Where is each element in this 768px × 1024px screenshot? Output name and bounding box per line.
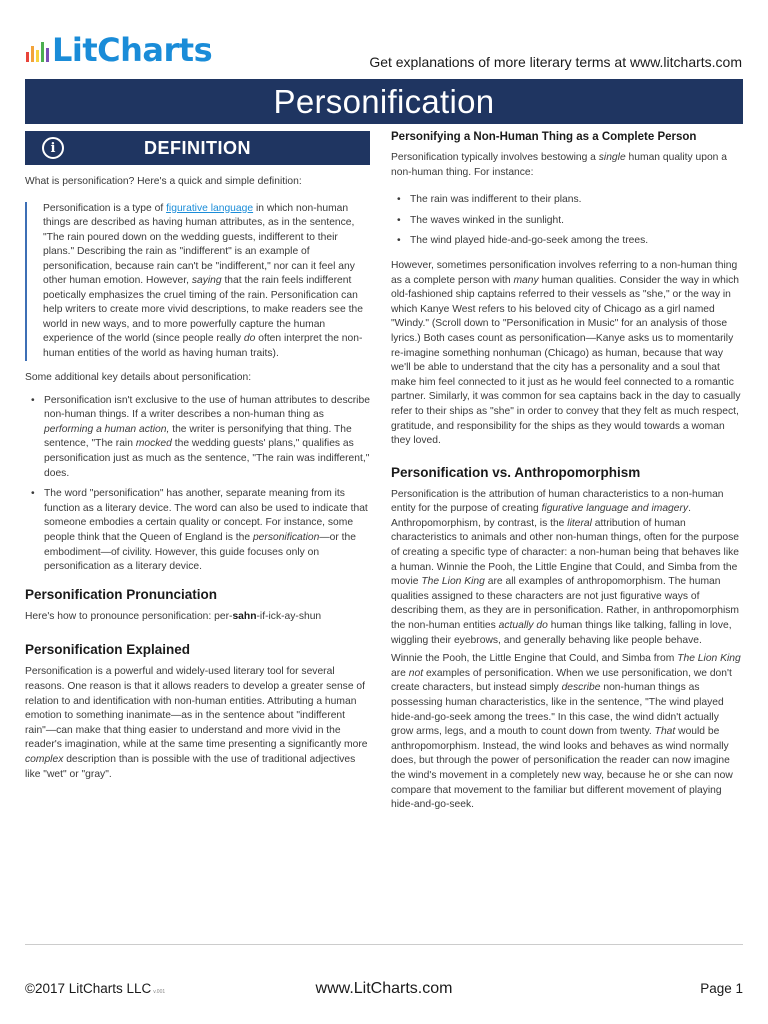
explained-text: Personification is a powerful and widely-used literary tool for several reasons. One reason is that it allows readers to develop a greater sense of relation to and identification with non-human entities. Attributing a human emotion to something inanimate—as in the sentence about "indifferent rain"—can make that thing easier to understand and more vivid in the reader's imagination, while at the same time presenting a significantly more complex description than is possible with the use of traditional adjectives like "wet" or "gray".: [25, 666, 368, 780]
list-item: • Personification isn't exclusive to the use of human attributes to describe non-human things. If a writer describes a non-human thing as performing a human action, the writer is personifying that thing. The sentence, "The rain mocked the wedding guests' plans," qualifies as personification just as much as the sentence, "The rain was indifferent," does.: [25, 394, 370, 482]
logo-text: LitCharts: [52, 31, 213, 69]
key-details-intro: Some additional key details about personification:: [25, 372, 252, 384]
definition-bar: [25, 131, 370, 165]
list-item: • The wind played hide-and-go-seek among the trees.: [391, 234, 743, 249]
complete-person-text: However, sometimes personification involves referring to a non-human thing as a complete person with many human qualities. Consider the way in which old-fashioned ship captains referred to their vessels as "she," or the way in which Kanye West refers to his beloved city of Chicago as a girl named "Windy." (Scroll down to "Personification in Music" for an analysis of those lyrics.) Both cases count as personification—Kanye asks us to momentarily re-imagine something nonhuman (Chicago) as human, because that way we'll be able to understand that the city has a personality and a soul that make him feel connected to it just as he would feel connected to a romantic partner. Similarly, it was common for sea captains back in the day to casually refer to their ships as "she" in order to convey that they felt as much respect, gratitude, and responsibility for the ships as they would towards a woman they loved.: [391, 259, 741, 447]
anthropomorphism-text-2: Winnie the Pooh, the Little Engine that Could, and Simba from The Lion King are not examples of personification. When we use personification, we don't create characters, but instead simply describe non-human things as possessing human characteristics, like in the sentence, "The wind played hide-and-go-seek among the trees." In this case, the wind didn't actually grow arms, legs, and a mouth to count down from twenty. That would be anthropomorphism. Instead, the wind looks and behaves as wind normally does, but through the power of personification the reader can now imagine the wind's movement in a completely new way, because he or she can now compare that movement to the familiar but different movement of playing hide-and-go-seek.: [391, 653, 741, 811]
litcharts-logo[interactable]: [26, 31, 213, 69]
footer-divider: [25, 944, 743, 945]
examples-list: [391, 193, 743, 249]
logo-bars-icon: [26, 34, 49, 62]
list-item: • The rain was indifferent to their plans.: [391, 193, 743, 208]
complete-person-intro: Personification typically involves bestowing a single human quality upon a non-human thing. For instance:: [391, 152, 727, 178]
pronunciation-text: Here's how to pronounce personification: per-sahn-if-ick-ay-shun: [25, 610, 322, 622]
left-column: [25, 131, 370, 782]
explained-heading: Personification Explained: [25, 642, 191, 658]
page-title: Personification: [273, 82, 495, 120]
header-tagline: Get explanations of more literary terms at www.litcharts.com: [369, 54, 742, 70]
list-item: • The word "personification" has another, separate meaning from its function as a literary device. The word can also be used to indicate that someone embodies a certain quality or concept. For instance, some people think that the Queen of England is the personification—or the embodiment—of civility. However, this guide focuses only on personification as a literary device.: [25, 487, 370, 575]
right-column: [391, 131, 743, 813]
anthropomorphism-heading: Personification vs. Anthropomorphism: [391, 464, 641, 480]
anthropomorphism-text-1: Personification is the attribution of human characteristics to a non-human entity for the purpose of creating figurative language and imagery. Anthropomorphism, by contrast, is the literal attribution of human characteristics to animals and other non-human things, often for the purpose of creating a specific type of character: a non-human being that behaves like a human. Winnie the Pooh, the Little Engine that Could, and Simba from the movie The Lion King are all examples of anthropomorphism. The human qualities assigned to these characters are not just figurative ways of describing them, as they are in personification. Rather, in anthropomorphism the non-human entities actually do human things like talking, falling in love, wiggling their eyebrows, and generally behaving like people behave.: [391, 488, 740, 646]
definition-quote-text: Personification is a type of figurative language in which non-human things are described as having human attributes, as in the sentence, "The rain poured down on the wedding guests, indifferent to their plans." Describing the rain as "indifferent" is an example of personification, because rain can't be "indifferent," nor can it feel any other human emotion. However, saying that the rain feels indifferent poetically emphasizes the cruel timing of the rain. Personification can help writers to create more vivid descriptions, to make readers see the world in new ways, and to more powerfully capture the human experience of the world (since people really do often interpret the non-human entities of the world as having human traits).: [43, 202, 363, 359]
footer-page-number: Page 1: [700, 981, 743, 996]
list-item: • The waves winked in the sunlight.: [391, 214, 743, 229]
title-banner: [25, 79, 743, 124]
pronunciation-heading: Personification Pronunciation: [25, 586, 218, 602]
definition-intro: What is personification? Here's a quick and simple definition:: [25, 176, 302, 187]
footer-site-link[interactable]: www.LitCharts.com: [315, 980, 453, 997]
info-icon: i: [42, 137, 64, 159]
key-details-list: [25, 394, 370, 575]
figurative-language-link[interactable]: figurative language: [166, 202, 254, 214]
complete-person-heading: Personifying a Non-Human Thing as a Complete Person: [391, 131, 697, 143]
definition-label: DEFINITION: [144, 137, 251, 158]
page-header: [0, 0, 768, 78]
footer-copyright: ©2017 LitCharts LLC v.001: [25, 981, 166, 996]
definition-quote: [25, 202, 370, 362]
footer-version: v.001: [153, 989, 166, 995]
